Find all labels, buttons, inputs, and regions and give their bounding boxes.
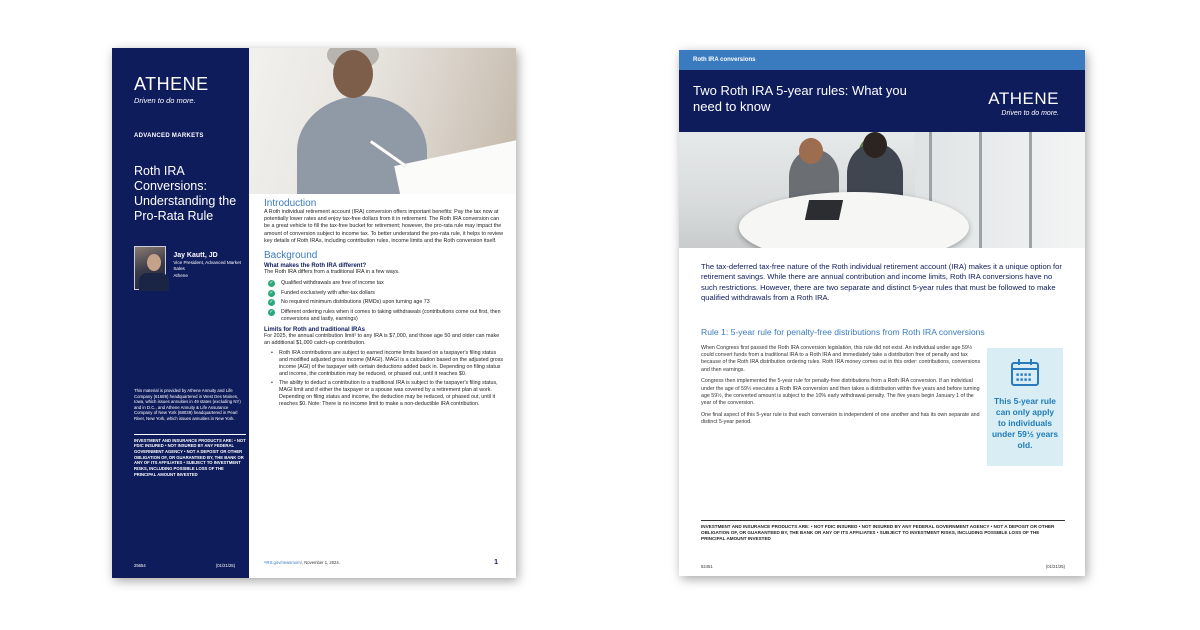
list-item: • The ability to deduct a contribution to a traditional IRA is subject to the taxpayer's filing status, MAGI limit and if either the taxpayer or a spouse was covered by a retirement plan at work. Depending on filing status and income, the deduction may be reduced, or phased out, until it reaches $0. Note: There is no income limit to make a non-deductible IRA contribution.: [270, 380, 504, 408]
author-info: [173, 252, 241, 290]
author-role: Vice President, Advanced Market Sales: [173, 260, 241, 271]
sidebar-footer: [134, 563, 235, 568]
list-item: ✓ Qualified withdrawals are free of income tax: [269, 280, 384, 287]
calendar-icon: ■■■■ ■■■■: [1011, 362, 1039, 386]
rule1-heading: Rule 1: 5-year rule for penalty-free distributions from Roth IRA conversions: [701, 327, 985, 337]
limits-text: For 2025, the annual contribution limit¹ to any IRA is $7,000, and those age 50 and older can make an additional $1,000 catch-up contribution.: [264, 332, 500, 346]
limits-heading: Limits for Roth and traditional IRAs: [264, 326, 366, 333]
check-icon: ✓: [269, 299, 274, 306]
paragraph: Congress then implemented the 5-year rule for penalty-free distributions from a Roth IRA conversion. If an individual under the age of 59½ executes a Roth IRA conversion and then takes a distribution within five years and before turning age 59½, the converted amount is subject to the 10% early withdrawal penalty. The five years begin January 1 of the year of the conversion.: [701, 378, 980, 406]
intro-text: A Roth individual retirement account (IRA) conversion offers important benefits: Pay the tax now at potentially lower rates and enjoy tax-free dollars from it in retirement. The Roth IRA conversion can be a great vehicle to fill the tax-free bucket for retirement; however, the pro-rata rule may impact the amount of conversion subject to income tax. To better understand the pro-rata rule, it helps to review key details of Roth IRAs, including contribution rules, income limits and the Roth conversion itself.: [264, 209, 504, 244]
footnote-link[interactable]: ¹IRS.gov/newsroom/: [264, 560, 302, 565]
author-photo: [134, 246, 166, 290]
age-callout: [987, 348, 1063, 466]
section-label: ADVANCED MARKETS: [134, 133, 204, 139]
list-item: ✓ No required minimum distributions (RMDs) upon turning age 73: [269, 299, 430, 306]
author-company: Athene: [173, 273, 188, 278]
investment-disclaimer: INVESTMENT AND INSURANCE PRODUCTS ARE: • NOT FDIC INSURED • NOT INSURED BY ANY FEDERAL GOVERNMENT AGENCY • NOT A DEPOSIT OR OTHER OBLIGATION OF, OR GUARANTEED BY, THE BANK OR ANY OF ITS AFFILIATES • SUBJECT TO INVESTMENT RISKS, INCLUDING POSSIBLE LOSS OF THE PRINCIPAL AMOUNT INVESTED: [701, 520, 1065, 542]
author-name: Jay Kautt, JD: [173, 252, 218, 259]
logo-wordmark: ATHENE: [134, 74, 209, 94]
business-meeting-photo: [679, 132, 1085, 248]
list-item: • Roth IRA contributions are subject to earned income limits based on a taxpayer's filing status and modified adjusted gross income (MAGI). MAGI is a calculation based on the adjusted gross income (AGI) of the taxpayer with certain deductions added back in. Depending on filing status and income, the contribution may be reduced, or phased out, until it reaches $0.: [270, 350, 504, 378]
title-banner: [679, 70, 1085, 132]
limits-bullets: [264, 350, 504, 408]
category-bar: Roth IRA conversions: [679, 50, 1085, 70]
document-title: Two Roth IRA 5-year rules: What you need to know: [693, 83, 907, 114]
intro-paragraph: The tax-deferred tax-free nature of the Roth individual retirement account (IRA) makes it a unique option for retirement savings. While there are annual contribution and income limits, Roth IRA conversions have no such restrictions. However, there are two separate and distinct 5-year rules that must be followed to make qualified withdrawals from a Roth IRA.: [701, 262, 1062, 303]
list-item: ✓ Funded exclusively with after-tax dollars: [269, 289, 375, 296]
check-icon: ✓: [269, 280, 274, 287]
five-year-rules-document: [679, 50, 1085, 576]
author-block: [134, 246, 241, 290]
footnote: ¹IRS.gov/newsroom/, November 1, 2024.: [264, 560, 340, 565]
rule1-body: [701, 345, 981, 431]
form-number: 52451: [701, 564, 713, 569]
investment-disclaimer: INVESTMENT AND INSURANCE PRODUCTS ARE: • NOT FDIC INSURED • NOT INSURED BY ANY FEDERAL GOVERNMENT AGENCY • NOT A DEPOSIT OR OTHER OBLIGATION OF, OR GUARANTEED BY, THE BANK OR ANY OF ITS AFFILIATES • SUBJECT TO INVESTMENT RISKS, INCLUDING POSSIBLE LOSS OF THE PRINCIPAL AMOUNT INVESTED: [134, 434, 246, 478]
issuer-statement: This material is provided by Athene Annuity and Life Company (61689) headquartered in West Des Moines, Iowa, which issues annuities in 49 states (excluding NY) and in D.C., and Athene Annuity & Life Assurance Company of New York (68039) headquartered in Pearl River, New York, which issues annuities in New York.: [134, 388, 241, 421]
list-item: ✓ Different ordering rules when it comes to taking withdrawals (contributions come out first, then conversions and lastly, earnings): [269, 308, 501, 322]
check-icon: ✓: [269, 308, 274, 315]
paragraph: When Congress first passed the Roth IRA conversion legislation, this rule did not exist. An individual under age 59½ could convert funds from a traditional IRA to a Roth IRA and immediately take a distribution free of penalty and tax because of the Roth IRA distribution ordering rules. Roth IRA money comes out in this order: contributions, conversions and then earnings.: [701, 345, 981, 373]
athene-logo: [988, 89, 1059, 117]
form-date: (01/21/25): [215, 563, 235, 568]
doc1-main-content: [264, 198, 504, 410]
form-number: 25654: [134, 563, 146, 568]
form-date: (01/21/25): [1045, 564, 1065, 569]
doc1-sidebar: [112, 48, 249, 578]
callout-text: This 5-year rule can only apply to individuals under 59½ years old.: [991, 396, 1059, 450]
pro-rata-rule-document: [112, 48, 516, 578]
check-icon: ✓: [269, 289, 274, 296]
logo-wordmark: ATHENE: [988, 89, 1059, 108]
logo-tagline: Driven to do more.: [1001, 110, 1059, 117]
document-title: Roth IRA Conversions: Understanding the Pro-Rata Rule: [134, 164, 237, 223]
background-subheading: What makes the Roth IRA different?: [264, 263, 367, 270]
intro-heading: Introduction: [264, 198, 317, 209]
paragraph: One final aspect of this 5-year rule is that each conversion is independent of one another and has its own separate and distinct 5-year period.: [701, 411, 980, 425]
page-number: 1: [494, 559, 498, 566]
background-heading: Background: [264, 250, 318, 262]
background-lead: The Roth IRA differs from a traditional IRA in a few ways.: [264, 269, 400, 276]
page-footer: [701, 564, 1065, 569]
woman-writing-photo: [249, 48, 516, 194]
roth-differences-list: [264, 280, 504, 323]
logo-tagline: Driven to do more.: [134, 96, 196, 105]
athene-logo: [134, 74, 241, 105]
